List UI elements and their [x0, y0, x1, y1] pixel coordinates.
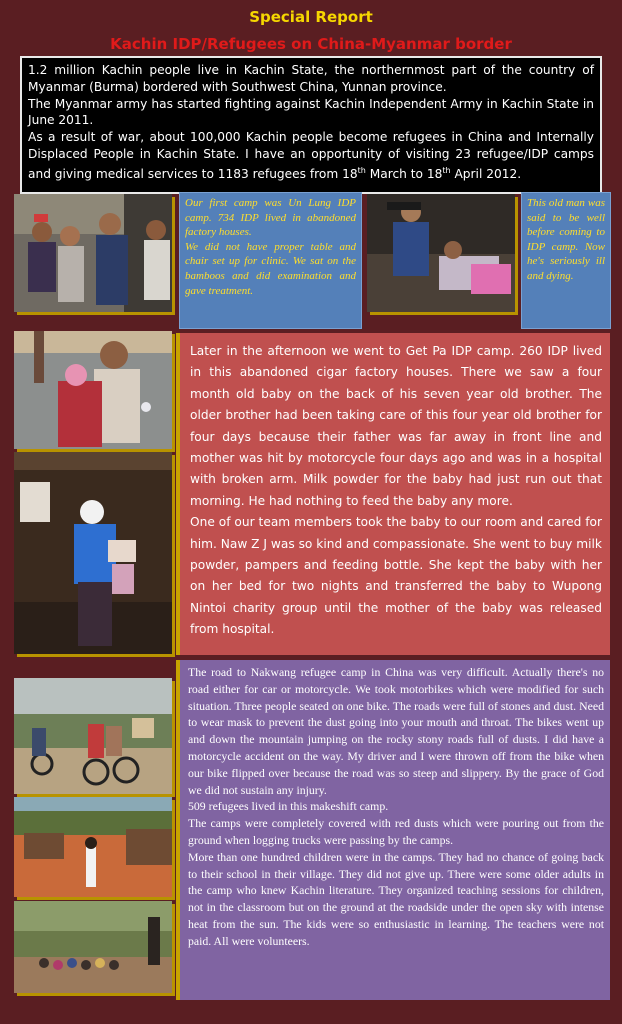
report-title: Special Report — [249, 8, 373, 26]
old-man-photo — [367, 194, 515, 312]
report-subtitle: Kachin IDP/Refugees on China-Myanmar border — [110, 35, 512, 53]
old-man-caption: This old man was said to be well before coming to IDP camp. Now he's seriously ill and dying. — [521, 192, 611, 329]
intro-paragraph-3: As a result of war, about 100,000 Kachin people become refugees in China and Internally Displaced People in Kachin State. I have an opportunity of visiting 23 refugee/IDP camps and giving medical services to 1183 refugees from 18th March to 18th April 2012. — [28, 130, 594, 181]
intro-paragraph-1: 1.2 million Kachin people live in Kachin State, the northernmost part of the country of Myanmar (Burma) bordered with Southwest China, Yunnan province. — [28, 63, 594, 94]
nakwang-story: The road to Nakwang refugee camp in China was very difficult. Actually there's no road either for car or motorcycle. We took motorbikes which were modified for such situation. Three people seated on one bike. The roads were full of stones and dust. Need to wear mask to prevent the dust going into your mouth and throat. The bikes went up and down the mountain jumping on the rocky stony roads full of dusts. I did have a motorcycle accident on the way. My driver and I were thrown off from the bike when our bike flipped over because the road was so steep and slippery. By the grace of God we did not sustain any injury. 509 refugees lived in this makeshift camp. The camps were completely covered with red dusts which were pouring out from the ground when logging trucks were passing by the camps. More than one hundred children were in the camps. They had no chance of going back to their school in their village. They did not give up. There were some older adults in the camp who knew Kachin literature. They organized teaching sessions for children, not in the classroom but on the ground at the roadside under the open sky with intense heat from the sun. The kids were so enthusiastic in learning. The teachers were not paid. All were volunteers. — [176, 660, 610, 1000]
boy-with-baby-photo — [14, 331, 172, 449]
un-lung-clinic-photo — [14, 194, 172, 312]
un-lung-caption: Our first camp was Un Lung IDP camp. 734 IDP lived in abandoned factory houses. We did not have proper table and chair set up for clinic. We sat on the bamboos and did examination and gave treatment. — [179, 192, 362, 329]
intro-paragraph-2: The Myanmar army has started fighting against Kachin Independent Army in Kachin State in June 2011. — [28, 96, 594, 128]
get-pa-story: Later in the afternoon we went to Get Pa IDP camp. 260 IDP lived in this abandoned cigar factory houses. There we saw a four month old baby on the back of his seven year old brother. The older brother had been taking care of this four year old brother for four days because their father was far away in front line and mother was hit by motorcycle four days ago and was in a hospital with broken arm. Milk powder for the baby had just run out that morning. He had nothing to feed the baby any more. One of our team members took the baby to our room and cared for him. Naw Z J was so kind and compassionate. She went to buy milk powder, pampers and feeding bottle. She kept the baby with her on her bed for two nights and transferred the baby to Wupong Nintoi charity group until the mother of the baby was released from hospital. — [176, 333, 610, 655]
caregiver-with-baby-photo — [14, 452, 172, 654]
motorbike-road-photo — [14, 678, 172, 794]
camp-site-photo — [14, 797, 172, 897]
intro-box — [20, 56, 602, 194]
outdoor-class-photo — [14, 901, 172, 993]
